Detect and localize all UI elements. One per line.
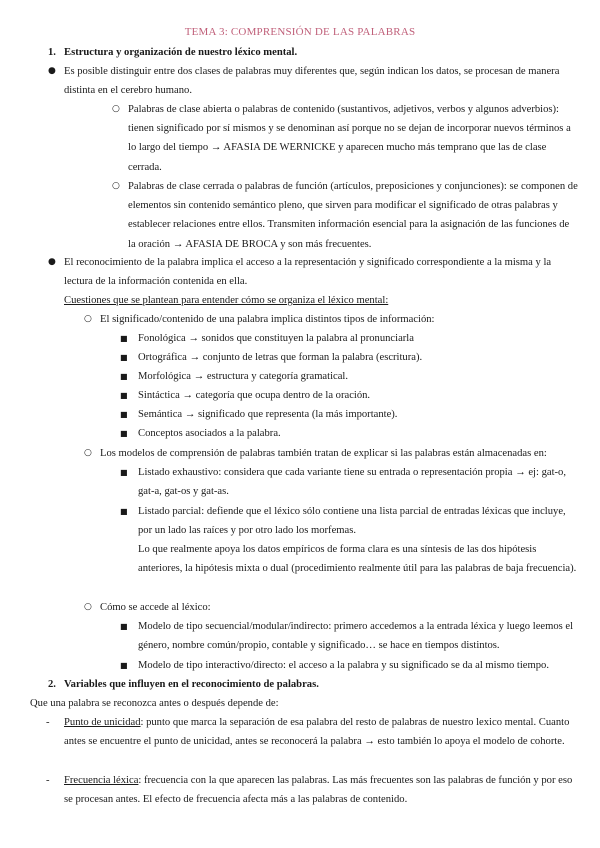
info-item-phonological: Fonológica → sonidos que constituyen la palabra al pronunciarla [138, 333, 414, 344]
square-marker: ■ [120, 622, 128, 631]
square-marker: ■ [120, 468, 128, 477]
square-marker: ■ [120, 507, 128, 516]
square-marker: ■ [120, 661, 128, 670]
interactive-model-paragraph: Modelo de tipo interactivo/directo: el acceso a la palabra y su significado se da al mismo tiempo. [138, 660, 549, 671]
square-marker: ■ [120, 353, 128, 362]
recognition-paragraph: El reconocimiento de la palabra implica el acceso a la representación y significado correspondiente a la misma y la lectura de la información contenida en ella. [64, 257, 552, 288]
sequential-model-paragraph: Modelo de tipo secuencial/modular/indirecto: primero accedemos a la entrada léxica y luego leemos el género, nombre común/propio, contable y significado… se hace en tiempos distintos. [138, 621, 574, 652]
partial-list-paragraph: Listado parcial: defiende que el léxico sólo contiene una lista parcial de entradas léxicas que incluye, por un lado las raíces y por otro lado los morfemas. [138, 506, 566, 537]
lexical-frequency-paragraph [64, 771, 576, 809]
section-1-number: 1. [48, 47, 56, 58]
classes-paragraph: Es posible distinguir entre dos clases de palabras muy diferentes que, según indican los datos, se procesan de manera distinta en el cerebro humano. [64, 66, 560, 97]
square-marker: ■ [120, 334, 128, 343]
models-paragraph: Los modelos de comprensión de palabras también tratan de explicar si las palabras están almacenadas en: [100, 448, 547, 459]
bullet-marker: ● [48, 66, 56, 76]
section-2-heading: Variables que influyen en el reconocimiento de palabras. [64, 679, 319, 690]
access-paragraph: Cómo se accede al léxico: [100, 602, 211, 613]
info-item-semantic: Semántica → significado que representa (la más importante). [138, 409, 398, 420]
uniqueness-point-term: Punto de unicidad [64, 717, 141, 728]
dash-marker: - [46, 717, 50, 728]
circle-marker: ○ [84, 314, 92, 324]
square-marker: ■ [120, 391, 128, 400]
circle-marker: ○ [84, 448, 92, 458]
info-item-syntactic: Sintáctica → categoría que ocupa dentro de la oración. [138, 390, 371, 401]
circle-marker: ○ [84, 602, 92, 612]
closed-class-paragraph: Palabras de clase cerrada o palabras de función (artículos, preposiciones y conjunciones): se componen de elementos sin contenido semántico pleno, que sirven para modificar el significado de otras palabras y establecer relaciones entre ellos. Transmiten información esencial para la asignación de las funciones de la oración → AFASIA DE BROCA y son más frecuentes. [128, 181, 578, 250]
section-1-heading: Estructura y organización de nuestro léxico mental. [64, 47, 298, 58]
open-class-paragraph: Palabras de clase abierta o palabras de contenido (sustantivos, adjetivos, verbos y algunos adverbios): tienen significado por sí mismos y se denominan así porque no se dejan de incorporar nuevos términos a lo largo del tiempo → AFASIA DE WERNICKE y aparecen mucho más temprano que las de clase cerrada. [128, 104, 571, 173]
lexical-frequency-text: : frecuencia con la que aparecen las palabras. Las más frecuentes son las palabras de función y por eso se procesan antes. El efecto de frecuencia afecta más a las palabras de contenido. [64, 775, 573, 806]
square-marker: ■ [120, 429, 128, 438]
meaning-paragraph: El significado/contenido de una palabra implica distintos tipos de información: [100, 314, 435, 325]
exhaustive-list-paragraph: Listado exhaustivo: considera que cada variante tiene su entrada o representación propia → ej: gat-o, gat-a, gat-os y gat-as. [138, 467, 566, 498]
uniqueness-point-text: : punto que marca la separación de esa palabra del resto de palabras de nuestro lexico mental. Cuanto antes se encuentre el punto de unicidad, antes se reconocerá la palabra → esto también lo apoya el modelo de cohorte. [64, 717, 570, 748]
circle-marker: ○ [112, 104, 120, 114]
uniqueness-point-paragraph [64, 713, 576, 751]
info-item-concepts: Conceptos asociados a la palabra. [138, 428, 281, 439]
dash-marker: - [46, 775, 50, 786]
square-marker: ■ [120, 372, 128, 381]
info-item-morphological: Morfológica → estructura y categoría gramatical. [138, 371, 349, 382]
circle-marker: ○ [112, 181, 120, 191]
variables-intro: Que una palabra se reconozca antes o después depende de: [30, 698, 279, 709]
bullet-marker: ● [48, 257, 56, 267]
info-item-orthographic: Ortográfica → conjunto de letras que forman la palabra (escritura). [138, 352, 423, 363]
square-marker: ■ [120, 410, 128, 419]
document-title: TEMA 3: COMPRENSIÓN DE LAS PALABRAS [184, 26, 416, 38]
section-2-number: 2. [48, 679, 56, 690]
dual-hypothesis-paragraph: Lo que realmente apoya los datos empíricos de forma clara es una síntesis de las dos hipótesis anteriores, la hipótesis mixta o dual (procedimiento realmente útil para las palabras de baja frecuencia). [138, 544, 577, 575]
lexical-frequency-term: Frecuencia léxica [64, 775, 139, 786]
questions-label: Cuestiones que se plantean para entender cómo se organiza el léxico mental: [64, 295, 389, 306]
